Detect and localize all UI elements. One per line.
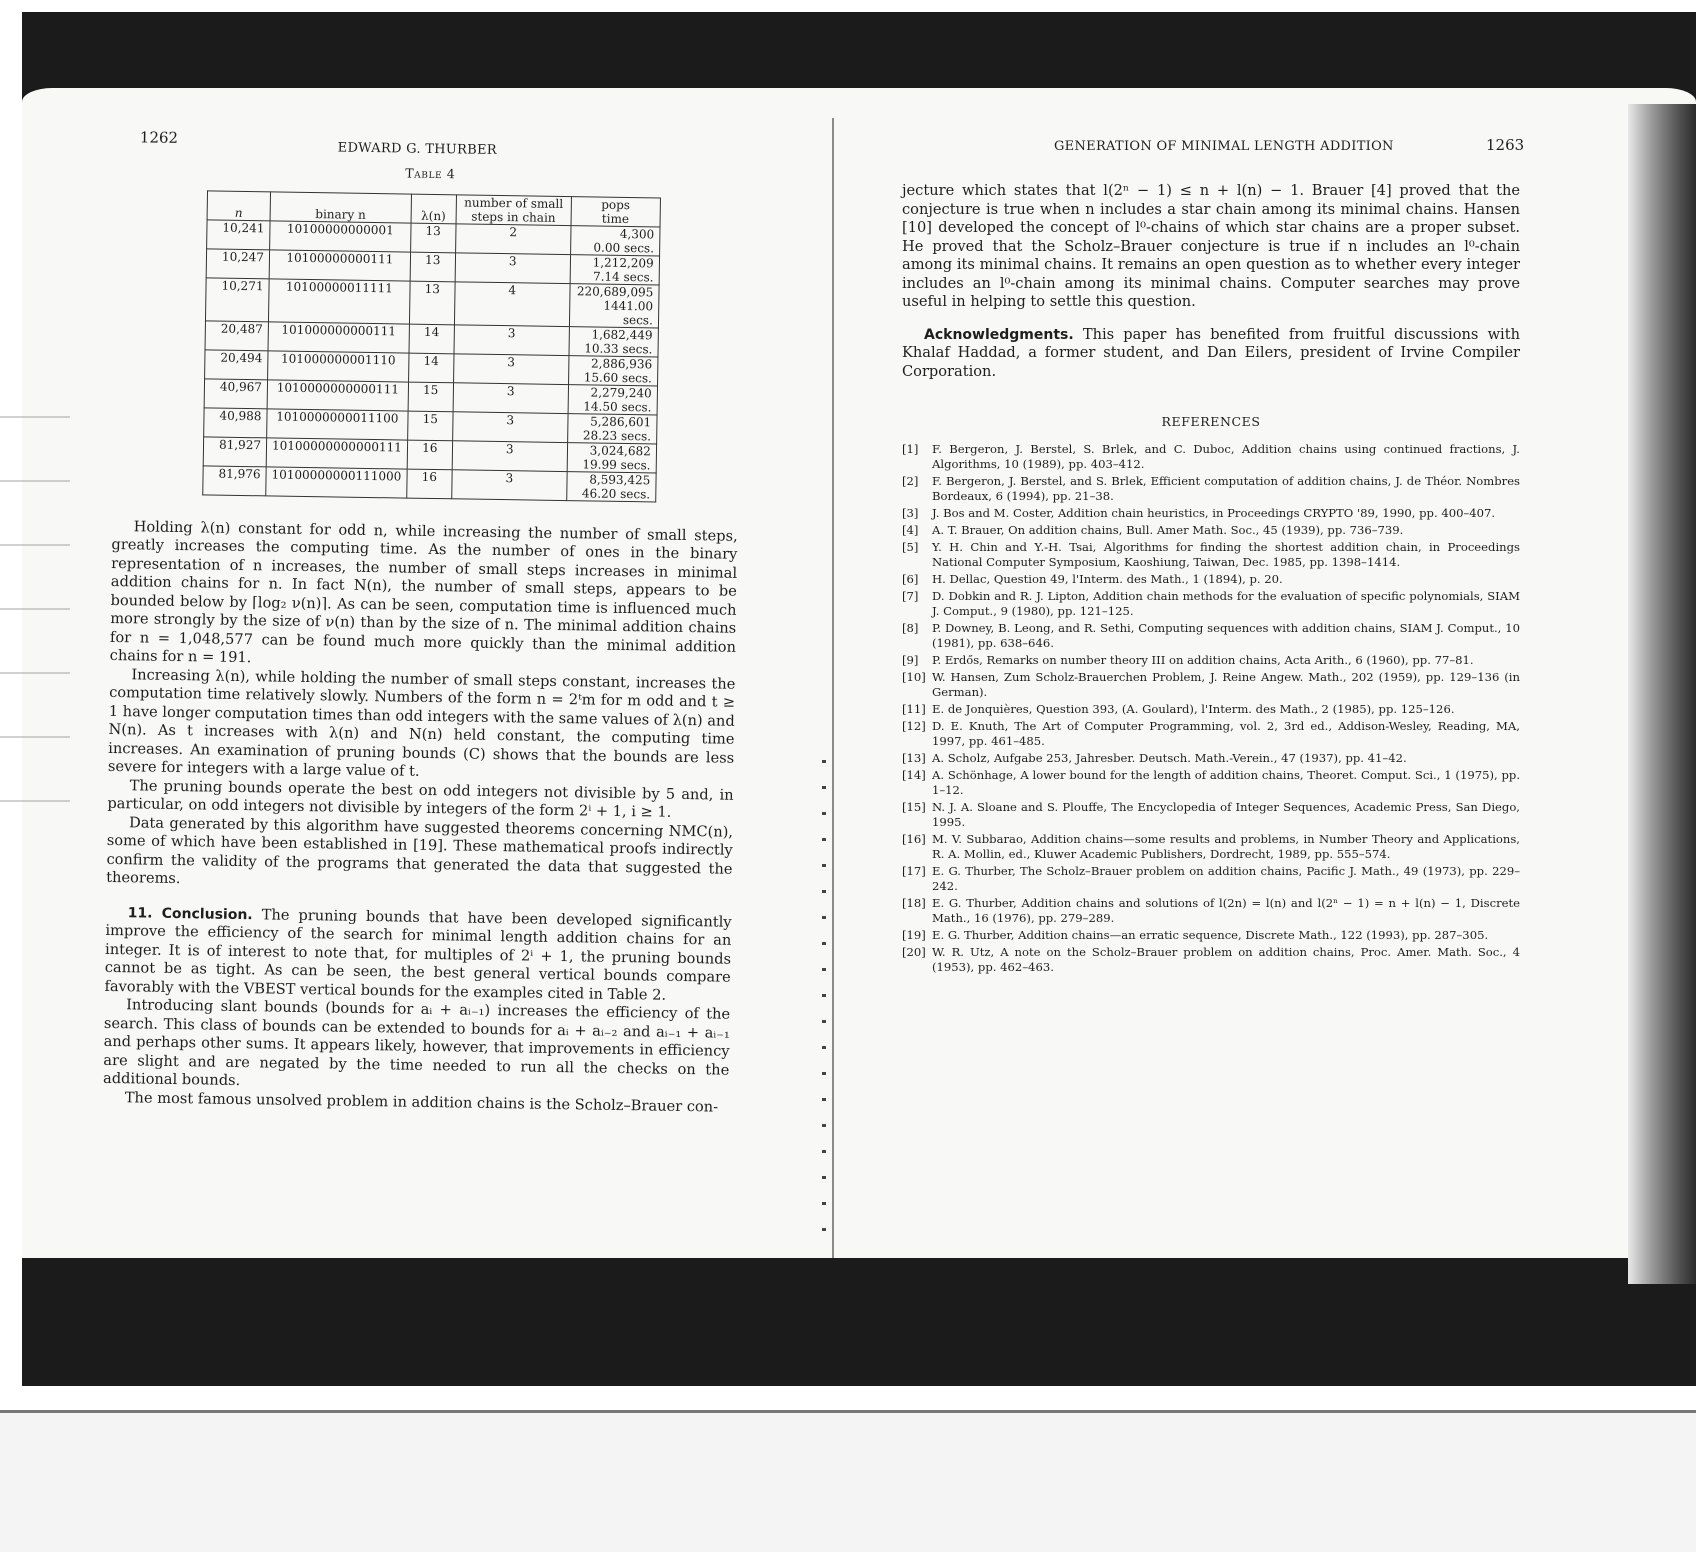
reference-text: F. Bergeron, J. Berstel, S. Brlek, and C. Duboc, Addition chains using continued fractions, J. Algorithms, 10 (1989), pp. 403–412. (932, 441, 1520, 471)
reference-text: D. E. Knuth, The Art of Computer Programming, vol. 2, 3rd ed., Addison-Wesley, Reading, MA, 1997, pp. 461–485. (932, 718, 1520, 748)
cell-time: 15.60 secs. (583, 369, 653, 385)
header-steps: number of small steps in chain (456, 194, 571, 225)
reference-item (902, 719, 1520, 749)
cell-binary: 1010000000011100 (267, 408, 408, 439)
reference-item (902, 945, 1520, 975)
reference-item (902, 670, 1520, 700)
cell-steps: 3 (452, 411, 567, 442)
reference-text: W. R. Utz, A note on the Scholz–Brauer problem on addition chains, Proc. Amer. Math. Soc., 4 (1953), pp. 462–463. (932, 944, 1520, 974)
reference-text: D. Dobkin and R. J. Lipton, Addition chain methods for the evaluation of specific polynomials, SIAM J. Comput., 9 (1980), pp. 121–125. (932, 588, 1520, 618)
reference-text: Y. H. Chin and Y.-H. Tsai, Algorithms for finding the shortest addition chain, in Proceedings National Computer Symposium, Kaoshiung, Taiwan, Dec. 1985, pp. 1398–1414. (932, 539, 1520, 569)
reference-number: [10] (902, 669, 926, 684)
cell-n: 10,247 (206, 248, 269, 278)
running-head: EDWARD G. THURBER (337, 140, 498, 158)
reference-text: A. Scholz, Aufgabe 253, Jahresber. Deutsch. Math.-Verein., 47 (1937), pp. 41–42. (932, 750, 1407, 765)
page-number: 1263 (1486, 136, 1525, 154)
paragraph: Data generated by this algorithm have suggested theorems concerning NMC(n), some of which have been established in [19]. These mathematical proofs indirectly confirm the validity of the programs that generated the data that suggested the theorems. (106, 813, 734, 888)
page-edge-shadow (1628, 104, 1696, 1284)
cell-pops-time (567, 471, 656, 501)
reference-item (902, 572, 1520, 587)
cell-pops: 4,300 (619, 226, 655, 241)
cell-steps: 3 (453, 382, 568, 413)
cell-lambda: 14 (408, 353, 453, 383)
header-pops-time: pops time (571, 196, 660, 226)
reference-text: P. Erdős, Remarks on number theory III on addition chains, Acta Arith., 6 (1960), pp. 77–81. (932, 652, 1474, 667)
cell-n: 40,988 (204, 407, 267, 437)
cell-time: 19.99 secs. (582, 456, 651, 472)
cell-lambda: 16 (407, 469, 452, 499)
paragraph: The pruning bounds operate the best on odd integers not divisible by 5 and, in particular, on odd integers not divisible by integers of the form 2ⁱ + 1, i ≥ 1. (107, 776, 734, 821)
left-page (103, 128, 744, 1117)
cell-lambda: 13 (409, 281, 455, 325)
reference-item (902, 589, 1520, 619)
cell-pops-time (570, 225, 659, 255)
reference-item (902, 751, 1520, 766)
reference-text: J. Bos and M. Coster, Addition chain heuristics, in Proceedings CRYPTO '89, 1990, pp. 400–407. (932, 505, 1496, 520)
scan-bottom-area (0, 1413, 1696, 1552)
cell-n: 10,271 (205, 277, 269, 321)
cell-time: 1441.00 secs. (603, 298, 654, 327)
reference-item (902, 621, 1520, 651)
body-text (106, 517, 738, 897)
reference-text: N. J. A. Sloane and S. Plouffe, The Encyclopedia of Integer Sequences, Academic Press, San Diego, 1995. (932, 799, 1520, 829)
spine-shadow (822, 760, 826, 1240)
reference-item (902, 474, 1520, 504)
reference-number: [9] (902, 652, 919, 667)
header-lambda: λ(n) (411, 194, 456, 224)
book-spine (832, 118, 834, 1258)
reference-number: [13] (902, 750, 926, 765)
cell-pops: 3,024,682 (589, 442, 651, 458)
references-list (902, 442, 1520, 975)
reference-item (902, 768, 1520, 798)
cell-lambda: 14 (409, 324, 454, 354)
reference-text: E. G. Thurber, The Scholz–Brauer problem on addition chains, Pacific J. Math., 49 (1973), pp. 229–242. (932, 863, 1520, 893)
reference-text: E. de Jonquières, Question 393, (A. Goulard), l'Interm. des Math., 2 (1985), pp. 125–126. (932, 701, 1455, 716)
cell-pops-time (570, 254, 659, 284)
reference-number: [18] (902, 895, 926, 910)
reference-text: M. V. Subbarao, Addition chains—some results and problems, in Number Theory and Applications, R. A. Mollin, ed., Kluwer Academic Publishers, Dordrecht, 1989, pp. 555–574. (932, 831, 1520, 861)
reference-item (902, 800, 1520, 830)
cell-binary: 10100000000001 (270, 220, 411, 251)
cell-time: 10.33 secs. (584, 340, 653, 356)
cell-time: 14.50 secs. (583, 398, 652, 414)
cell-n: 20,494 (205, 349, 268, 379)
cell-lambda: 16 (407, 440, 452, 470)
reference-number: [3] (902, 505, 919, 520)
cell-binary: 101000000000111 (268, 321, 409, 352)
cell-pops: 1,682,449 (591, 326, 653, 342)
cell-pops-time (568, 355, 657, 385)
reference-text: W. Hansen, Zum Scholz-Brauerchen Problem, J. Reine Angew. Math., 202 (1959), pp. 129–136 (in German). (932, 669, 1520, 699)
reference-item (902, 506, 1520, 521)
cell-steps: 3 (455, 252, 570, 283)
cell-pops: 2,886,936 (590, 355, 653, 371)
reference-number: [17] (902, 863, 926, 878)
reference-number: [7] (902, 588, 919, 603)
cell-pops-time (568, 384, 657, 414)
running-head: GENERATION OF MINIMAL LENGTH ADDITION (1054, 139, 1394, 154)
paragraph: The most famous unsolved problem in addition chains is the Scholz–Brauer con- (124, 1088, 719, 1116)
paragraph: Introducing slant bounds (bounds for aᵢ + aᵢ₋₁) increases the efficiency of the search. This class of bounds can be extended to bounds for aᵢ + aᵢ₋₂ and aᵢ₋₁ + aᵢ₋₁ and perhaps other sums. It appears likely, however, that improvements in efficiency are slight and are negated by the time needed to run all the checks on the additional bounds. (102, 996, 731, 1090)
cell-time: 46.20 secs. (581, 485, 651, 501)
cell-steps: 3 (454, 324, 569, 355)
cell-time: 28.23 secs. (582, 427, 652, 443)
table-row (205, 277, 658, 327)
cell-steps: 4 (454, 281, 570, 326)
cell-n: 10,241 (207, 219, 270, 249)
reference-number: [4] (902, 522, 919, 537)
cell-binary: 10100000000111000 (266, 466, 407, 497)
cell-pops-time (567, 413, 656, 443)
cell-pops: 5,286,601 (590, 413, 652, 429)
reference-item (902, 896, 1520, 926)
reference-number: [11] (902, 701, 926, 716)
conclusion-paragraph: 11. Conclusion. The pruning bounds that have been developed significantly improve the efficiency of the search for minimal length addition chains for an integer. It is of interest to note that, for multiples of 2ⁱ + 1, the pruning bounds cannot be as tight. As can be seen, the best general vertical bounds compare favorably with the VBEST vertical bounds for the examples cited in Table 2. (104, 904, 732, 1004)
paragraph: Holding λ(n) constant for odd n, while increasing the number of small steps, greatly increases the computing time. As the number of ones in the binary representation of n increases, the number of small steps increases in minimal addition chains for n. In fact N(n), the number of small steps, appears to be bounded below by ⌈log₂ ν(n)⌉. As can be seen, computation time is influenced much more strongly by the size of ν(n) than by the size of n. The minimal addition chains for n = 1,048,577 can be found much more quickly than the minimal addition chains for n = 191. (109, 517, 738, 667)
reference-text: H. Dellac, Question 49, l'Interm. des Math., 1 (1894), p. 20. (932, 571, 1283, 586)
cell-steps: 2 (455, 223, 570, 254)
reference-number: [14] (902, 767, 926, 782)
reference-text: E. G. Thurber, Addition chains—an erratic sequence, Discrete Math., 122 (1993), pp. 287–305. (932, 927, 1489, 942)
reference-text: A. T. Brauer, On addition chains, Bull. Amer Math. Soc., 45 (1939), pp. 736–739. (932, 522, 1404, 537)
cell-time: 0.00 secs. (593, 239, 655, 255)
cell-n: 81,976 (203, 465, 266, 495)
section-heading: 11. Conclusion. (127, 904, 253, 923)
page-number: 1262 (139, 128, 179, 147)
cell-n: 20,487 (205, 320, 268, 350)
right-page (902, 136, 1525, 977)
cell-n: 81,927 (203, 436, 266, 466)
cell-pops: 2,279,240 (590, 384, 652, 400)
reference-item (902, 928, 1520, 943)
reference-item (902, 864, 1520, 894)
reference-number: [12] (902, 718, 926, 733)
cell-pops-time (569, 326, 658, 356)
acknowledgments: Acknowledgments. This paper has benefited from fruitful discussions with Khalaf Haddad, a former student, and Dan Eilers, president of Irvine Compiler Corporation. (902, 325, 1520, 380)
results-table (202, 190, 661, 502)
reference-text: P. Downey, B. Leong, and R. Sethi, Computing sequences with addition chains, SIAM J. Comput., 10 (1981), pp. 638–646. (932, 620, 1520, 650)
reference-text: E. G. Thurber, Addition chains and solutions of l(2n) = l(n) and l(2ⁿ − 1) = n + l(n) − 1, Discrete Math., 16 (1976), pp. 279–289. (932, 895, 1520, 925)
cell-binary: 101000000001110 (268, 350, 409, 381)
reference-text: F. Bergeron, J. Berstel, and S. Brlek, Efficient computation of addition chains, J. de Théor. Nombres Bordeaux, 6 (1994), pp. 21–38. (932, 473, 1520, 503)
table-title: Table 4 (405, 165, 456, 182)
cell-pops: 220,689,095 (576, 283, 654, 299)
cell-binary: 10100000011111 (268, 278, 409, 323)
cell-time: 7.14 secs. (592, 268, 654, 284)
left-margin-marks (0, 380, 70, 860)
reference-number: [15] (902, 799, 926, 814)
cell-lambda: 15 (408, 382, 453, 412)
reference-item (902, 442, 1520, 472)
reference-number: [2] (902, 473, 919, 488)
continuation-paragraph: jecture which states that l(2ⁿ − 1) ≤ n + l(n) − 1. Brauer [4] proved that the conjecture is true when n includes a star chain among its minimal chains. Hansen [10] developed the concept of l⁰-chains of which star chains are a proper subset. He proved that the Scholz–Brauer conjecture is true if n includes an l⁰-chain among its minimal chains. It remains an open question as to whether every integer includes an l⁰-chain among its minimal chains. Computer searches may prove useful in helping to settle this question. (902, 182, 1520, 310)
cell-pops: 8,593,425 (589, 471, 651, 487)
cell-pops-time (567, 442, 656, 472)
cell-n: 40,967 (204, 378, 267, 408)
cell-lambda: 13 (410, 223, 455, 253)
references-title: REFERENCES (1161, 414, 1261, 429)
cell-steps: 3 (453, 353, 568, 384)
reference-item (902, 653, 1520, 668)
reference-number: [5] (902, 539, 919, 554)
cell-lambda: 13 (410, 252, 455, 282)
paragraph: Increasing λ(n), while holding the number of small steps constant, increases the computation time relatively slowly. Numbers of the form n = 2ᵗm for m odd and t ≥ 1 have longer computation times than odd integers with the same values of λ(n) and N(n). As t increases with λ(n) and N(n) held constant, the computing time increases. An examination of pruning bounds (C) shows that the bounds are less severe for integers with a large value of t. (107, 665, 736, 780)
cell-steps: 3 (452, 469, 567, 500)
cell-binary: 10100000000000111 (266, 437, 407, 468)
reference-number: [20] (902, 944, 926, 959)
cell-lambda: 15 (407, 411, 452, 441)
cell-binary: 1010000000000111 (267, 379, 408, 410)
cell-steps: 3 (452, 440, 567, 471)
reference-text: A. Schönhage, A lower bound for the length of addition chains, Theoret. Comput. Sci., 1 (1975), pp. 1–12. (932, 767, 1520, 797)
reference-item (902, 523, 1520, 538)
header-n: n (207, 190, 270, 220)
reference-number: [1] (902, 441, 919, 456)
reference-number: [19] (902, 927, 926, 942)
cell-binary: 10100000000111 (269, 249, 410, 280)
reference-item (902, 832, 1520, 862)
header-binary: binary n (270, 191, 411, 222)
scanner-bottom-band (22, 1258, 1696, 1386)
reference-item (902, 702, 1520, 717)
reference-number: [16] (902, 831, 926, 846)
reference-number: [8] (902, 620, 919, 635)
ack-heading: Acknowledgments. (924, 326, 1074, 343)
cell-pops: 1,212,209 (592, 254, 654, 270)
reference-item (902, 540, 1520, 570)
reference-number: [6] (902, 571, 919, 586)
cell-pops-time (569, 283, 659, 327)
